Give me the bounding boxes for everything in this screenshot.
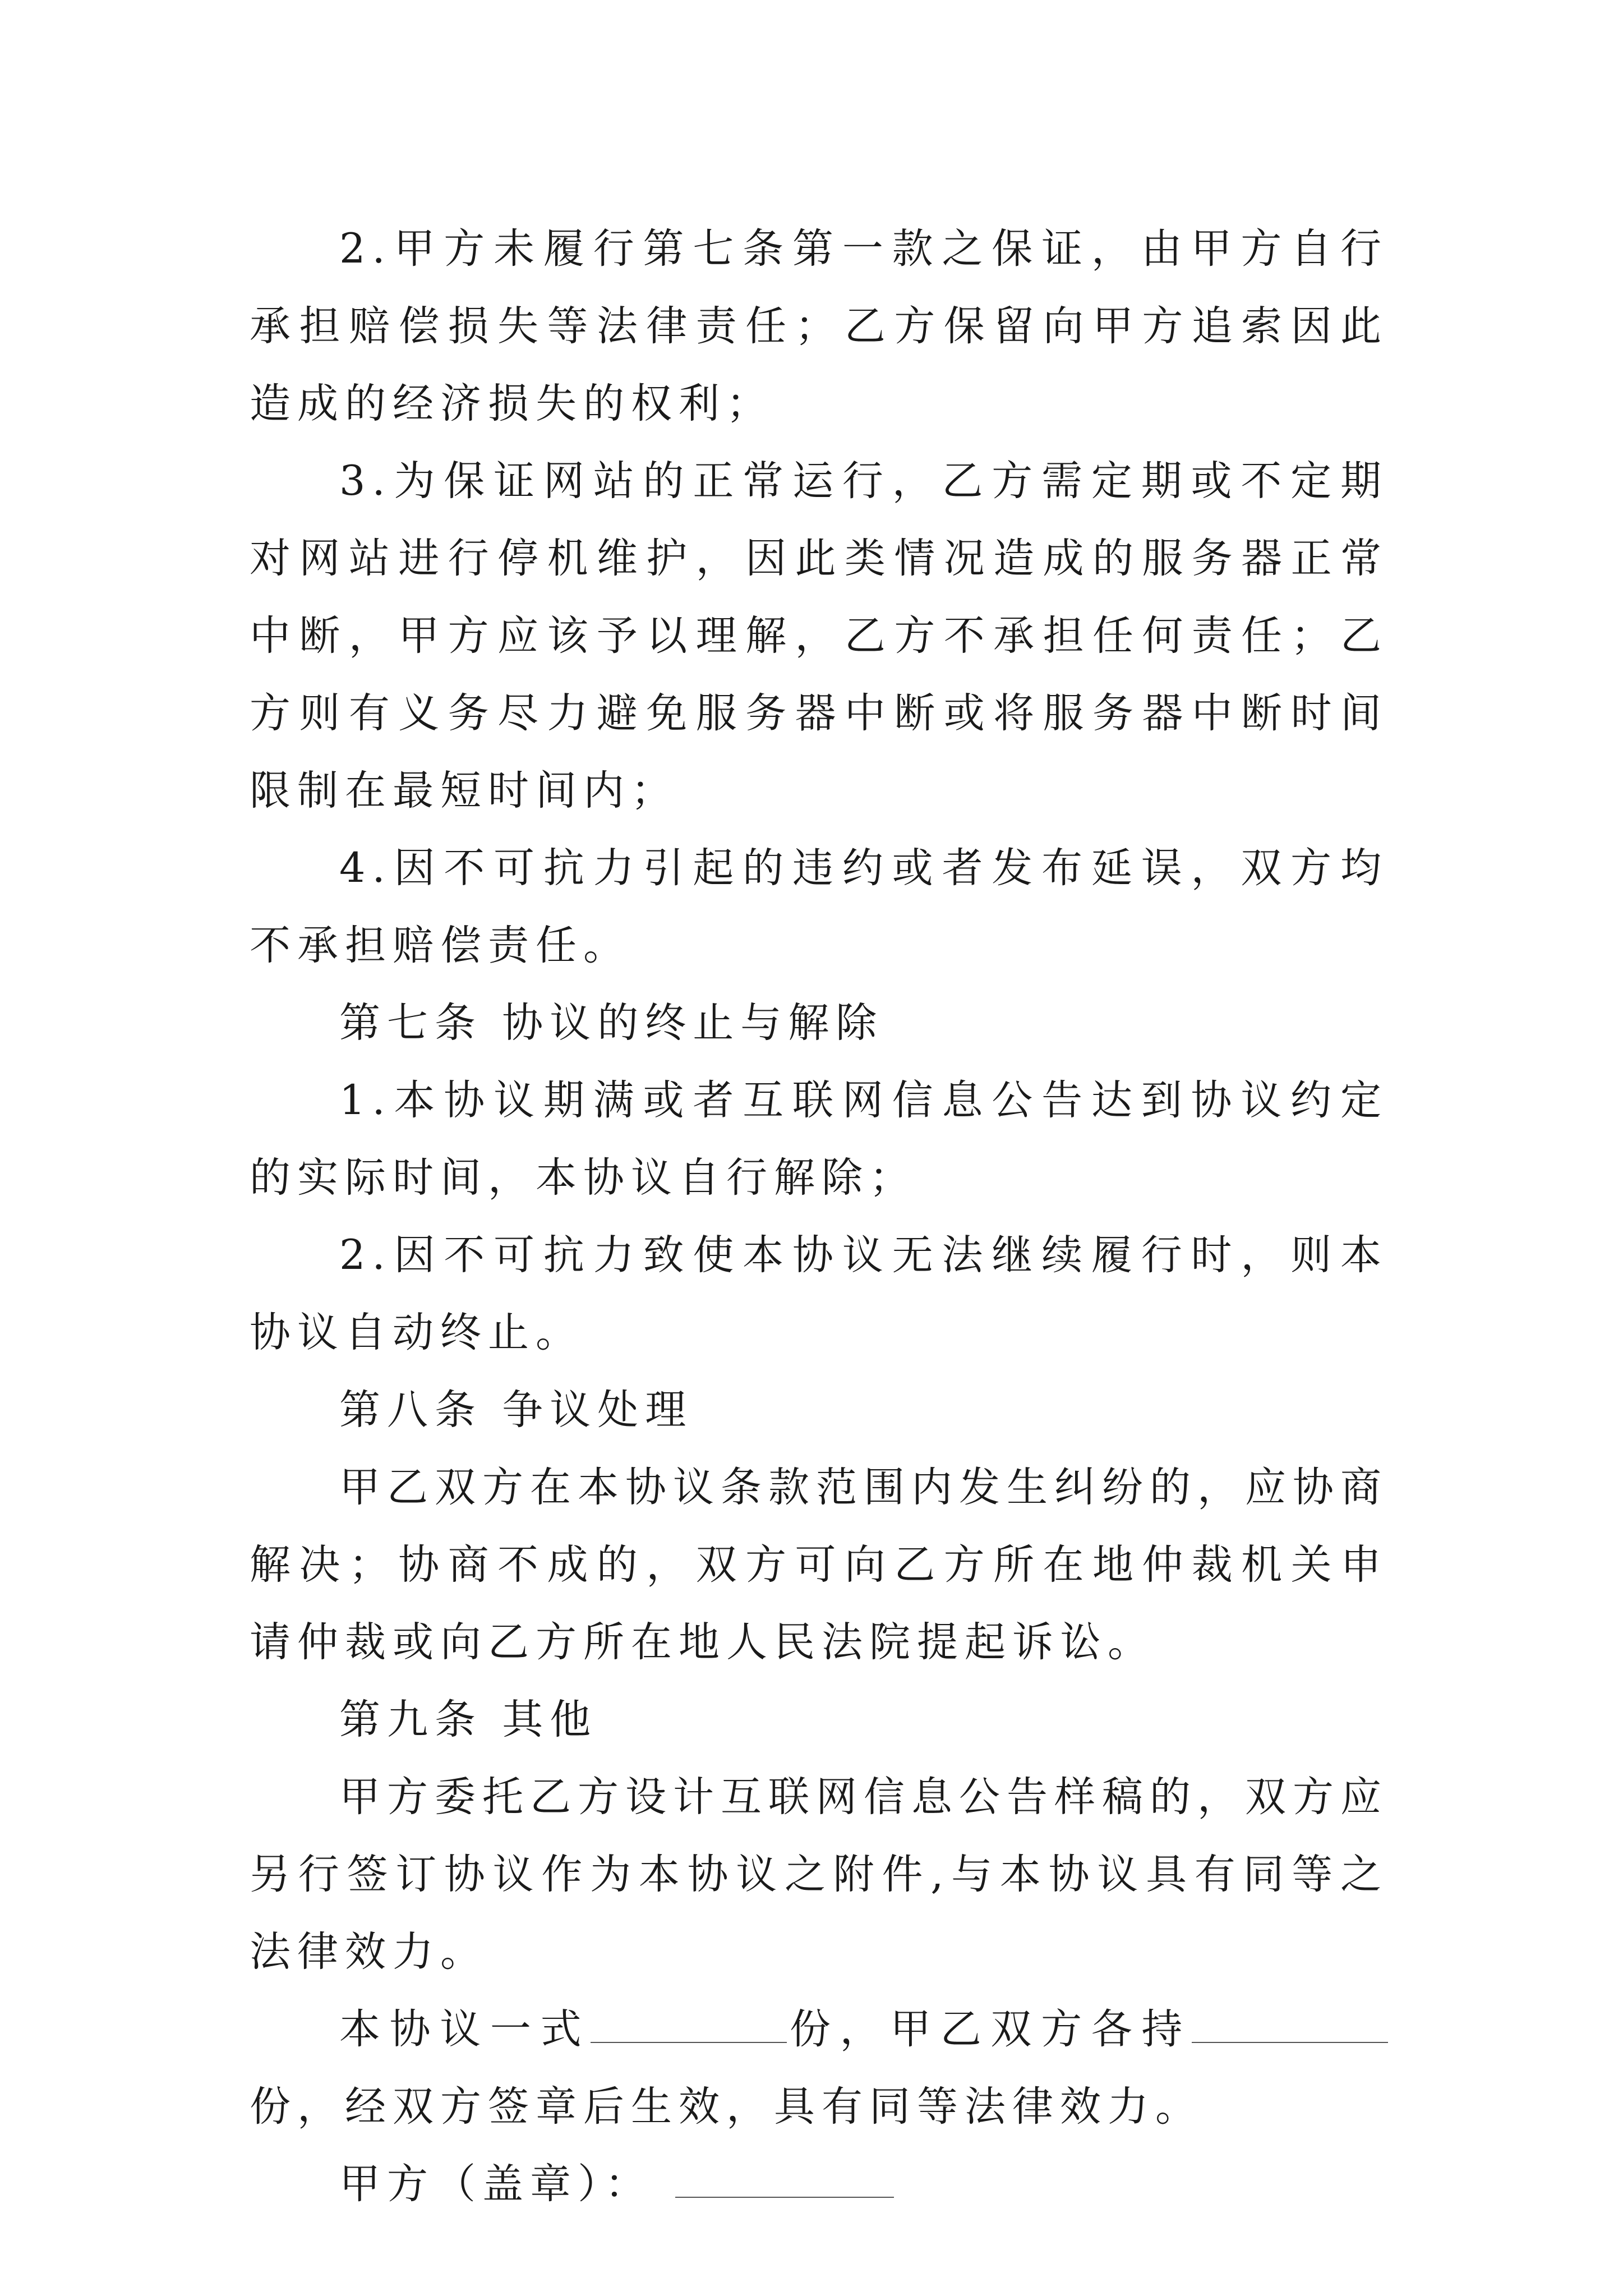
- copies-text-b: 份，甲乙双方各持: [787, 2005, 1192, 2053]
- clause-6-item-4: 4.因不可抗力引起的违约或者发布延误，双方均不承担赔偿责任。: [250, 844, 1388, 969]
- copies-text-a: 本协议一式: [339, 2005, 591, 2053]
- clause-8-text: 甲乙双方在本协议条款范围内发生纠纷的，应协商解决；协商不成的，双方可向乙方所在地仲裁机关申请仲裁或向乙方所在地人民法院提起诉讼。: [250, 1464, 1388, 1666]
- clause-9-heading: 第九条 其他: [339, 1696, 598, 1743]
- copies-text-c: 份，: [250, 2083, 345, 2131]
- party-a-seal-label: 甲方（盖章）：: [339, 2160, 653, 2208]
- copies-total-blank: [591, 2008, 787, 2043]
- copies-each-blank: [1192, 2008, 1388, 2043]
- party-a-signature: [250, 2146, 1388, 2223]
- clause-6-item-3: 3.为保证网站的正常运行，乙方需定期或不定期对网站进行停机维护，因此类情况造成的服务器正常中断，甲方应该予以理解，乙方不承担任何责任；乙方则有义务尽力避免服务器中断或将服务器中断时间限制在最短时间内；: [250, 457, 1388, 815]
- copies-text-d: 经双方签章后生效，具有同等法律效力。: [345, 2083, 1203, 2131]
- clause-9-text: 甲方委托乙方设计互联网信息公告样稿的，双方应另行签订协议作为本协议之附件,与本协议具有同等之法律效力。: [250, 1773, 1388, 1976]
- clause-7-heading: 第七条 协议的终止与解除: [339, 999, 884, 1047]
- clause-6-item-2: 2.甲方未履行第七条第一款之保证，由甲方自行承担赔偿损失等法律责任；乙方保留向甲方追索因此造成的经济损失的权利；: [250, 225, 1388, 427]
- document-page: [250, 210, 1388, 2223]
- copies-clause: [250, 1991, 1388, 2146]
- clause-7-item-2: 2.因不可抗力致使本协议无法继续履行时，则本协议自动终止。: [250, 1231, 1388, 1356]
- party-a-seal-blank: [675, 2163, 894, 2198]
- clause-8-heading: 第八条 争议处理: [339, 1386, 693, 1434]
- clause-7-item-1: 1.本协议期满或者互联网信息公告达到协议约定的实际时间，本协议自行解除；: [250, 1076, 1388, 1202]
